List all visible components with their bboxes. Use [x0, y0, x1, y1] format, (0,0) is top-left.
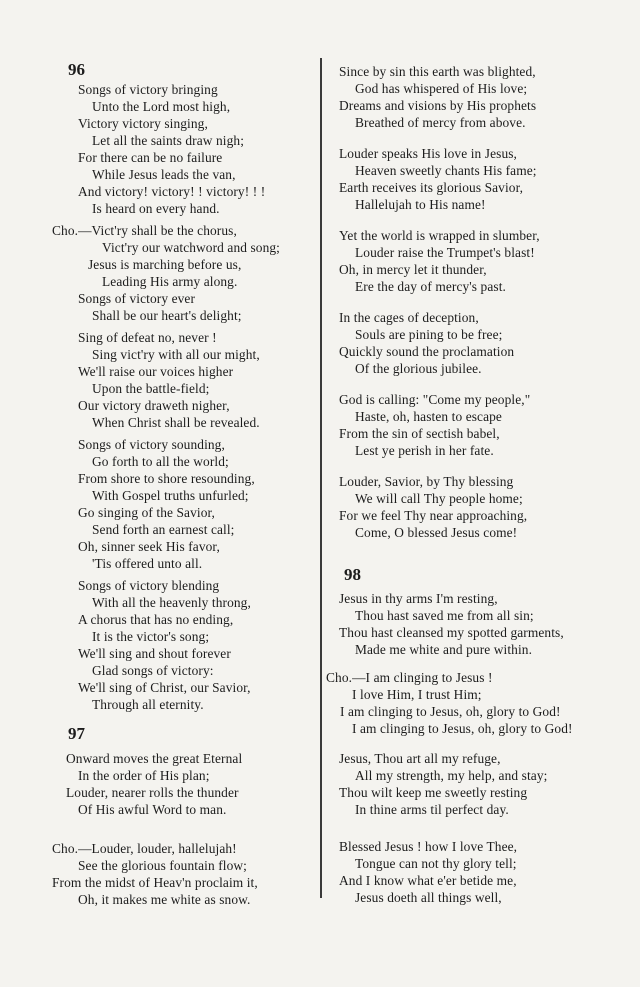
chorus-line: Leading His army along. — [102, 274, 238, 289]
verse-line: Earth receives its glorious Savior, — [339, 180, 524, 195]
verse-line: Louder, nearer rolls the thunder — [66, 785, 239, 800]
chorus-line: Songs of victory ever — [78, 291, 196, 306]
verse-line: Oh, in mercy let it thunder, — [339, 262, 487, 277]
chorus-line: I am clinging to Jesus, oh, glory to God! — [352, 721, 573, 736]
verse-line: We'll raise our voices higher — [78, 364, 234, 379]
verse-line: 'Tis offered unto all. — [92, 556, 203, 571]
verse-line: Breathed of mercy from above. — [355, 115, 526, 130]
verse-line: With Gospel truths unfurled; — [92, 488, 249, 503]
verse-line: While Jesus leads the van, — [92, 167, 236, 182]
hymn-number: 96 — [68, 60, 85, 79]
verse-line: Thou hast cleansed my spotted garments, — [339, 625, 564, 640]
verse-line: Made me white and pure within. — [355, 642, 533, 657]
verse-line: Of the glorious jubilee. — [355, 361, 482, 376]
verse-line: Sing of defeat no, never ! — [78, 330, 217, 345]
verse-line: We'll sing of Christ, our Savior, — [78, 680, 251, 695]
chorus-line: I love Him, I trust Him; — [352, 687, 482, 702]
verse-line: Our victory draweth nigher, — [78, 398, 230, 413]
verse-line: Blessed Jesus ! how I love Thee, — [339, 839, 518, 854]
verse-line: Dreams and visions by His prophets — [339, 98, 537, 113]
verse-line: And victory! victory! ! victory! ! ! — [78, 184, 266, 199]
chorus-line: Cho.—Louder, louder, hallelujah! — [52, 841, 237, 856]
chorus-line: Vict'ry our watchword and song; — [102, 240, 281, 255]
verse-line: Come, O blessed Jesus come! — [355, 525, 518, 540]
verse-line: Louder, Savior, by Thy blessing — [339, 474, 514, 489]
verse-line: Jesus in thy arms I'm resting, — [339, 591, 498, 606]
verse-line: Heaven sweetly chants His fame; — [355, 163, 537, 178]
verse-line: Lest ye perish in her fate. — [355, 443, 494, 458]
verse-line: Songs of victory bringing — [78, 82, 218, 97]
verse-line: From shore to shore resounding, — [78, 471, 255, 486]
chorus-line: From the midst of Heav'n proclaim it, — [52, 875, 258, 890]
verse-line: All my strength, my help, and stay; — [355, 768, 548, 783]
verse-line: For we feel Thy near approaching, — [339, 508, 528, 523]
verse-line: Upon the battle-field; — [92, 381, 210, 396]
verse-line: From the sin of sectish babel, — [339, 426, 500, 441]
verse-line: When Christ shall be revealed. — [92, 415, 260, 430]
verse-line: Haste, oh, hasten to escape — [355, 409, 502, 424]
hymn-number: 98 — [344, 565, 361, 584]
verse-line: Jesus doeth all things well, — [355, 890, 502, 905]
column-divider — [320, 58, 322, 898]
verse-line: Sing vict'ry with all our might, — [92, 347, 260, 362]
verse-line: In the cages of deception, — [339, 310, 479, 325]
verse-line: Ere the day of mercy's past. — [355, 279, 506, 294]
verse-line: Louder raise the Trumpet's blast! — [355, 245, 535, 260]
chorus-line: Jesus is marching before us, — [88, 257, 242, 272]
verse-line: Of His awful Word to man. — [78, 802, 227, 817]
verse-line: It is the victor's song; — [92, 629, 210, 644]
verse-line: Let all the saints draw nigh; — [92, 133, 245, 148]
verse-line: Thou hast saved me from all sin; — [355, 608, 534, 623]
verse-line: Thou wilt keep me sweetly resting — [339, 785, 528, 800]
verse-line: God is calling: "Come my people," — [339, 392, 531, 407]
verse-line: Tongue can not thy glory tell; — [355, 856, 517, 871]
chorus-line: See the glorious fountain flow; — [78, 858, 247, 873]
chorus-line: I am clinging to Jesus, oh, glory to God! — [340, 704, 561, 719]
verse-line: Onward moves the great Eternal — [66, 751, 243, 766]
verse-line: Souls are pining to be free; — [355, 327, 503, 342]
verse-line: Glad songs of victory: — [92, 663, 214, 678]
verse-line: Songs of victory sounding, — [78, 437, 225, 452]
verse-line: Through all eternity. — [92, 697, 204, 712]
verse-line: Hallelujah to His name! — [355, 197, 486, 212]
verse-line: Go singing of the Savior, — [78, 505, 215, 520]
chorus-line: Cho.—Vict'ry shall be the chorus, — [52, 223, 237, 238]
verse-line: A chorus that has no ending, — [78, 612, 234, 627]
verse-line: Victory victory singing, — [78, 116, 208, 131]
chorus-line: Shall be our heart's delight; — [92, 308, 242, 323]
verse-line: For there can be no failure — [78, 150, 223, 165]
verse-line: Quickly sound the proclamation — [339, 344, 515, 359]
verse-line: God has whispered of His love; — [355, 81, 528, 96]
chorus-line: Cho.—I am clinging to Jesus ! — [326, 670, 493, 685]
hymn-number: 97 — [68, 724, 85, 743]
verse-line: Yet the world is wrapped in slumber, — [339, 228, 540, 243]
verse-line: Is heard on every hand. — [92, 201, 220, 216]
verse-line: Jesus, Thou art all my refuge, — [339, 751, 501, 766]
verse-line: Go forth to all the world; — [92, 454, 229, 469]
verse-line: Louder speaks His love in Jesus, — [339, 146, 517, 161]
verse-line: In thine arms til perfect day. — [355, 802, 509, 817]
verse-line: Songs of victory blending — [78, 578, 220, 593]
verse-line: We will call Thy people home; — [355, 491, 523, 506]
verse-line: We'll sing and shout forever — [78, 646, 231, 661]
verse-line: With all the heavenly throng, — [92, 595, 251, 610]
verse-line: And I know what e'er betide me, — [339, 873, 517, 888]
verse-line: Since by sin this earth was blighted, — [339, 64, 536, 79]
verse-line: Oh, sinner seek His favor, — [78, 539, 220, 554]
chorus-line: Oh, it makes me white as snow. — [78, 892, 251, 907]
verse-line: Unto the Lord most high, — [92, 99, 231, 114]
verse-line: Send forth an earnest call; — [92, 522, 235, 537]
verse-line: In the order of His plan; — [78, 768, 210, 783]
